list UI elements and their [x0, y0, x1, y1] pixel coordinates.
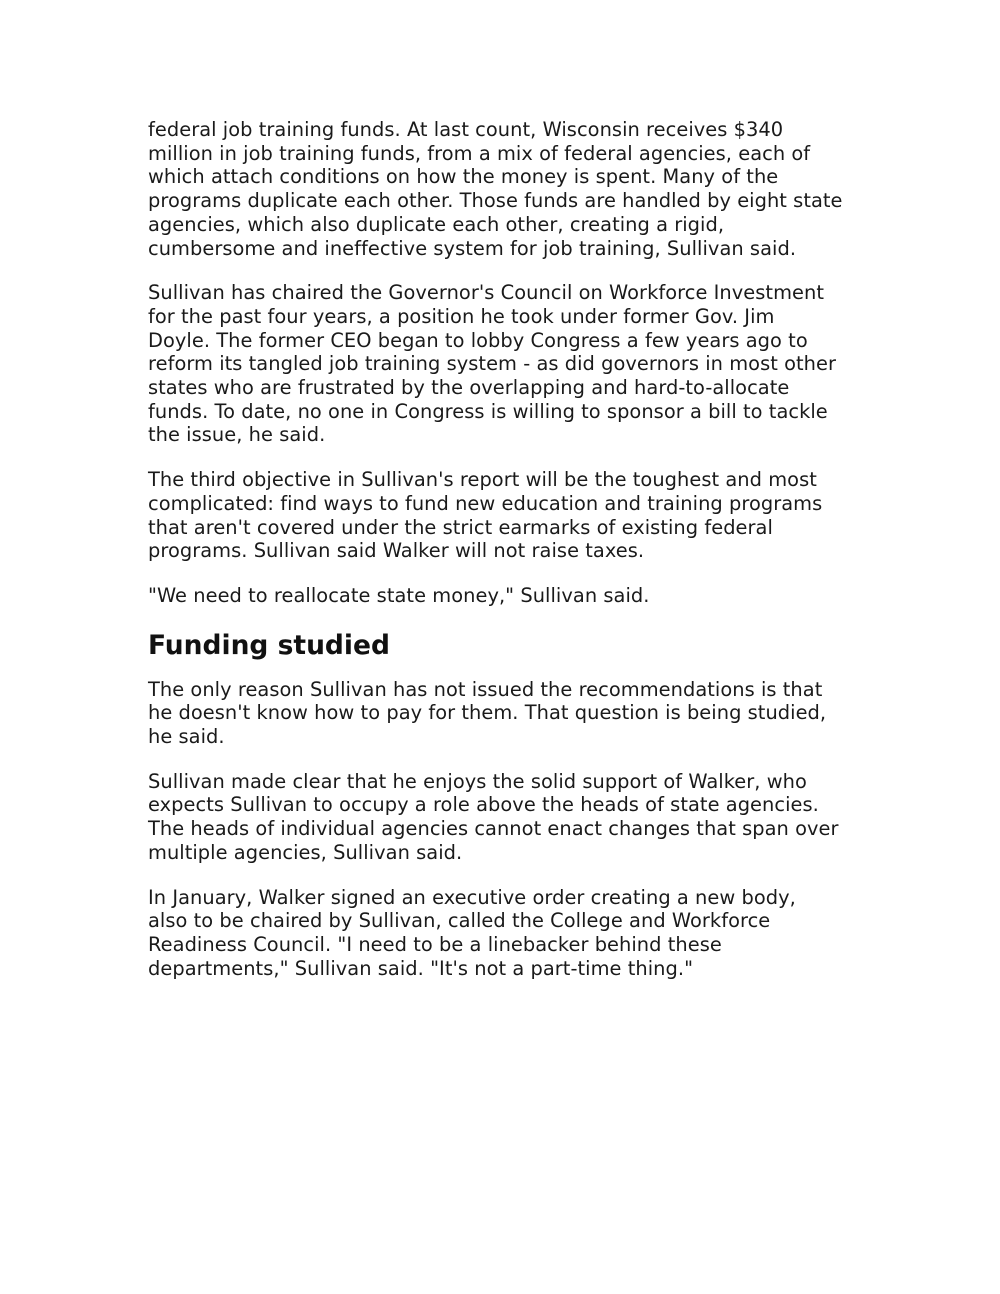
text-line: he said.	[148, 725, 225, 749]
text-line: departments," Sullivan said. "It's not a part-time thing."	[148, 956, 694, 980]
text-line: In January, Walker signed an executive order creating a new body,	[148, 885, 796, 909]
text-line: Sullivan made clear that he enjoys the solid support of Walker, who	[148, 769, 807, 793]
text-line: agencies, which also duplicate each other, creating a rigid,	[148, 212, 725, 236]
text-line: he doesn't know how to pay for them. That question is being studied,	[148, 701, 827, 725]
text-line: which attach conditions on how the money is spent. Many of the	[148, 165, 779, 189]
text-line: programs duplicate each other. Those funds are handled by eight state	[148, 189, 843, 213]
text-line: complicated: find ways to fund new education and training programs	[148, 491, 823, 515]
text-line: also to be chaired by Sullivan, called the College and Workforce	[148, 909, 771, 933]
text-line: expects Sullivan to occupy a role above the heads of state agencies.	[148, 793, 819, 817]
text-line: funds. To date, no one in Congress is willing to sponsor a bill to tackle	[148, 399, 828, 423]
text-line: Doyle. The former CEO began to lobby Congress a few years ago to	[148, 328, 808, 352]
text-line: for the past four years, a position he took under former Gov. Jim	[148, 304, 775, 328]
text-line: the issue, he said.	[148, 423, 326, 447]
text-line: programs. Sullivan said Walker will not raise taxes.	[148, 539, 645, 563]
text-line: that aren't covered under the strict earmarks of existing federal	[148, 515, 773, 539]
paragraph-recommendations	[148, 678, 860, 749]
text-line: million in job training funds, from a mix of federal agencies, each of	[148, 141, 811, 165]
text-line: federal job training funds. At last count, Wisconsin receives $340	[148, 118, 784, 141]
paragraph-executive-order	[148, 886, 860, 981]
text-line: Sullivan has chaired the Governor's Council on Workforce Investment	[148, 281, 824, 305]
text-line: cumbersome and ineffective system for job training, Sullivan said.	[148, 236, 797, 260]
article-page	[148, 118, 860, 1001]
paragraph-job-training-funds	[148, 118, 860, 260]
text-line: multiple agencies, Sullivan said.	[148, 840, 463, 864]
section-heading: Funding studied	[148, 629, 390, 661]
paragraph-governors-council	[148, 281, 860, 447]
text-line: The third objective in Sullivan's report will be the toughest and most	[148, 468, 817, 492]
text-line: "We need to reallocate state money," Sullivan said.	[148, 583, 650, 607]
paragraph-third-objective	[148, 468, 860, 563]
text-line: The heads of individual agencies cannot enact changes that span over	[148, 817, 839, 841]
text-line: The only reason Sullivan has not issued the recommendations is that	[148, 677, 823, 701]
paragraph-quote-reallocate	[148, 584, 860, 608]
text-line: states who are frustrated by the overlapping and hard-to-allocate	[148, 376, 790, 400]
text-line: reform its tangled job training system - as did governors in most other	[148, 352, 836, 376]
text-line: Readiness Council. "I need to be a linebacker behind these	[148, 932, 722, 956]
paragraph-walker-support	[148, 770, 860, 865]
